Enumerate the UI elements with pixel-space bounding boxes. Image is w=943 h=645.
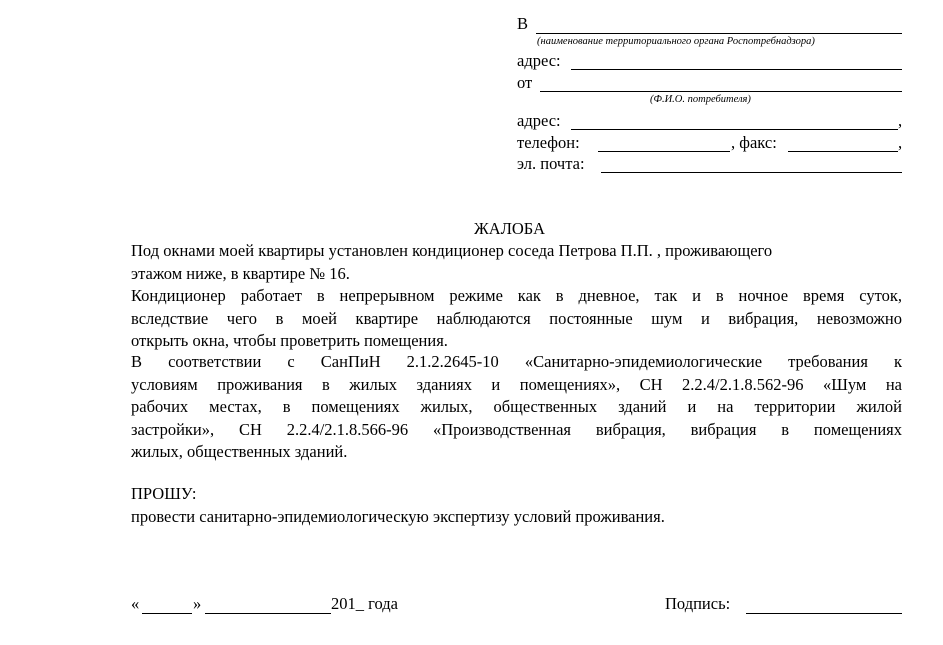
paragraph-3-line-1: В соответствии с СанПиН 2.1.2.2645-10 «Санитарно-эпидемиологические требования к: [131, 352, 902, 371]
paragraph-2-line-1: Кондиционер работает в непрерывном режиме как в дневное, так и в ночное время суток,: [131, 286, 902, 305]
paragraph-1-line-2: этажом ниже, в квартире № 16.: [131, 263, 350, 283]
paragraph-3-line-4: застройки», СН 2.2.4/2.1.8.566-96 «Производственная вибрация, вибрация в помещениях: [131, 419, 902, 439]
email-label: эл. почта:: [517, 154, 585, 173]
to-caption: (наименование территориального органа Роспотребнадзора): [537, 36, 815, 47]
fax-label: , факс:: [731, 133, 777, 152]
paragraph-3-line-3: рабочих местах, в помещениях жилых, общественных зданий и на территории жилой: [131, 397, 902, 416]
to-label: В: [517, 14, 529, 33]
email-field-line[interactable]: [601, 172, 902, 173]
request-text: провести санитарно-эпидемиологическую экспертизу условий проживания.: [131, 507, 665, 526]
paragraph-3: [131, 351, 902, 464]
from-field-line[interactable]: [540, 91, 902, 92]
paragraph-2-line-3: открыть окна, чтобы проветрить помещения.: [131, 331, 448, 350]
signature-line[interactable]: [746, 613, 902, 614]
address2-field-line[interactable]: [571, 129, 898, 130]
address2-comma: ,: [898, 111, 903, 130]
paragraph-2: [131, 285, 902, 353]
date-month-line[interactable]: [205, 613, 331, 614]
paragraph-1-line-1: Под окнами моей квартиры установлен кондиционер соседа Петрова П.П. , проживающего: [131, 241, 773, 260]
from-caption: (Ф.И.О. потребителя): [650, 94, 751, 105]
document-title: ЖАЛОБА: [474, 219, 545, 238]
date-day-line[interactable]: [142, 613, 192, 614]
signature-label: Подпись:: [665, 594, 731, 613]
fax-comma: ,: [898, 133, 903, 152]
phone-label: телефон:: [517, 133, 580, 152]
paragraph-1: [131, 240, 902, 285]
fax-field-line[interactable]: [788, 151, 898, 152]
date-year-text: 201_ года: [331, 594, 398, 613]
paragraph-3-line-5: жилых, общественных зданий.: [131, 442, 348, 461]
request-heading: ПРОШУ:: [131, 484, 197, 503]
paragraph-3-line-2: условиям проживания в жилых зданиях и помещениях», СН 2.2.4/2.1.8.562-96 «Шум на: [131, 374, 902, 394]
date-quote-open: «: [131, 594, 140, 613]
date-quote-close: »: [193, 594, 202, 613]
to-field-line[interactable]: [536, 33, 902, 34]
paragraph-2-line-2: вследствие чего в моей квартире наблюдаются постоянные шум и вибрация, невозможно: [131, 308, 902, 328]
address2-label: адрес:: [517, 111, 561, 130]
phone-field-line[interactable]: [598, 151, 730, 152]
from-label: от: [517, 73, 533, 92]
address-field-line[interactable]: [571, 69, 902, 70]
address-label: адрес:: [517, 51, 561, 70]
